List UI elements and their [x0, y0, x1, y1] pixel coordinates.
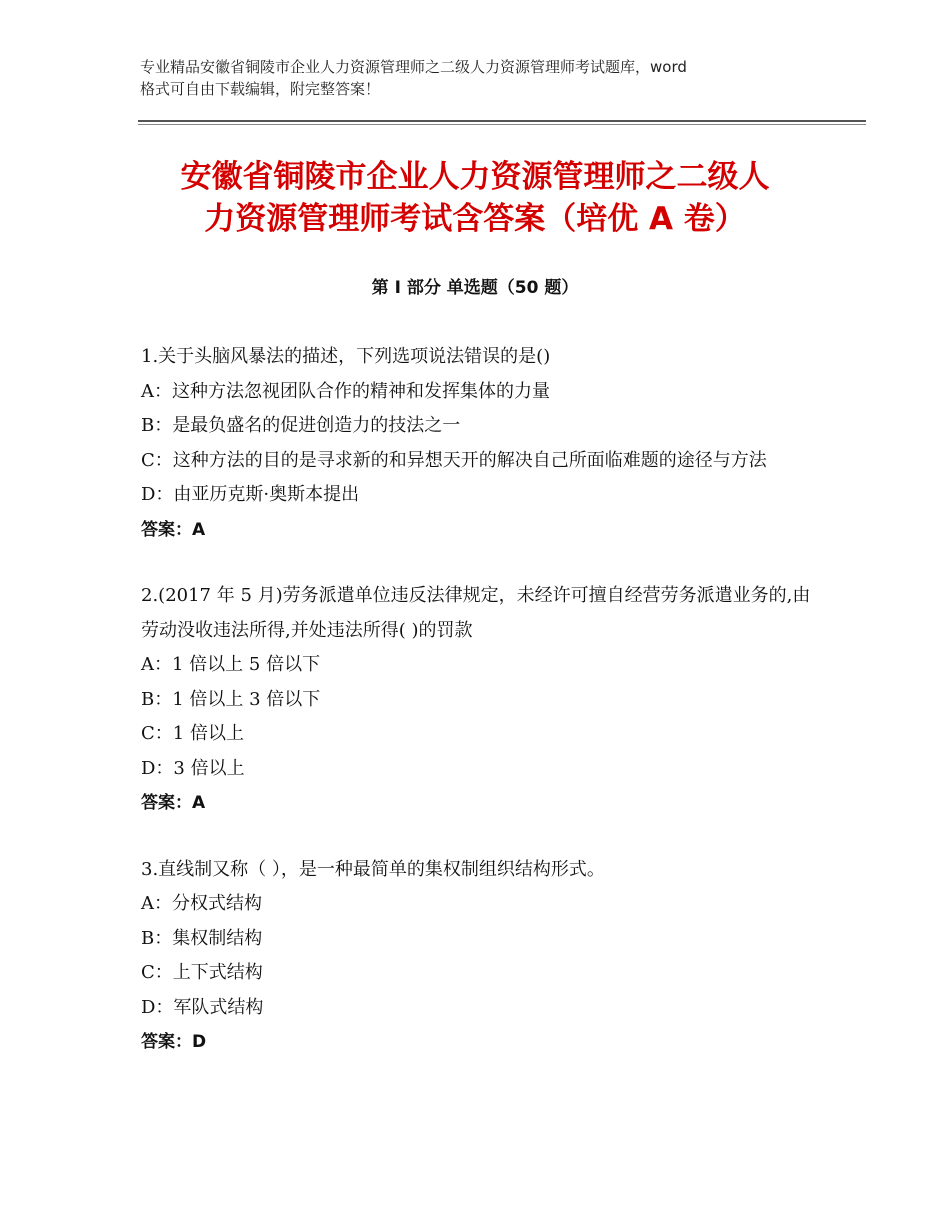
question-stem: 3.直线制又称（ ），是一种最简单的集权制组织结构形式。	[141, 858, 605, 880]
option-b: B：是最负盛名的促进创造力的技法之一	[141, 415, 461, 436]
option-c: C：这种方法的目的是寻求新的和异想天开的解决自己所面临难题的途径与方法	[141, 449, 767, 471]
option-a: A：1 倍以上 5 倍以下	[141, 654, 321, 675]
header-divider-thick	[138, 120, 866, 122]
answer: 答案：A	[141, 793, 206, 813]
question-3	[141, 853, 811, 1060]
option-c: C：上下式结构	[141, 962, 263, 983]
option-b: B：1 倍以上 3 倍以下	[141, 688, 321, 710]
question-list	[141, 340, 811, 1092]
option-d: D：由亚历克斯·奥斯本提出	[141, 484, 360, 505]
header-divider-thin	[138, 124, 866, 125]
document-title	[100, 156, 850, 240]
answer: 答案：A	[141, 519, 206, 540]
header-note-line-2: 格式可自由下载编辑，附完整答案！	[140, 80, 381, 98]
option-d: D：军队式结构	[141, 996, 264, 1018]
question-1	[141, 340, 811, 547]
question-stem: 1.关于头脑风暴法的描述，下列选项说法错误的是()	[141, 346, 551, 367]
section-heading: 第 I 部分 单选题（50 题）	[371, 278, 579, 298]
option-c: C：1 倍以上	[141, 723, 244, 744]
answer: 答案：D	[141, 1032, 207, 1052]
document-title-line-2: 力资源管理师考试含答案（培优 A 卷）	[204, 201, 746, 237]
header-note	[140, 56, 830, 100]
option-a: A：分权式结构	[141, 893, 262, 914]
question-2	[141, 579, 811, 821]
option-b: B：集权制结构	[141, 927, 263, 949]
document-title-line-1: 安徽省铜陵市企业人力资源管理师之二级人	[180, 159, 770, 195]
question-stem: 2.(2017 年 5 月)劳务派遣单位违反法律规定，未经许可擅自经营劳务派遣业务的,由劳动没收违法所得,并处违法所得( )的罚款	[141, 585, 811, 641]
option-a: A：这种方法忽视团队合作的精神和发挥集体的力量	[141, 380, 550, 402]
option-d: D：3 倍以上	[141, 757, 245, 779]
header-note-line-1: 专业精品安徽省铜陵市企业人力资源管理师之二级人力资源管理师考试题库，word	[140, 58, 687, 76]
